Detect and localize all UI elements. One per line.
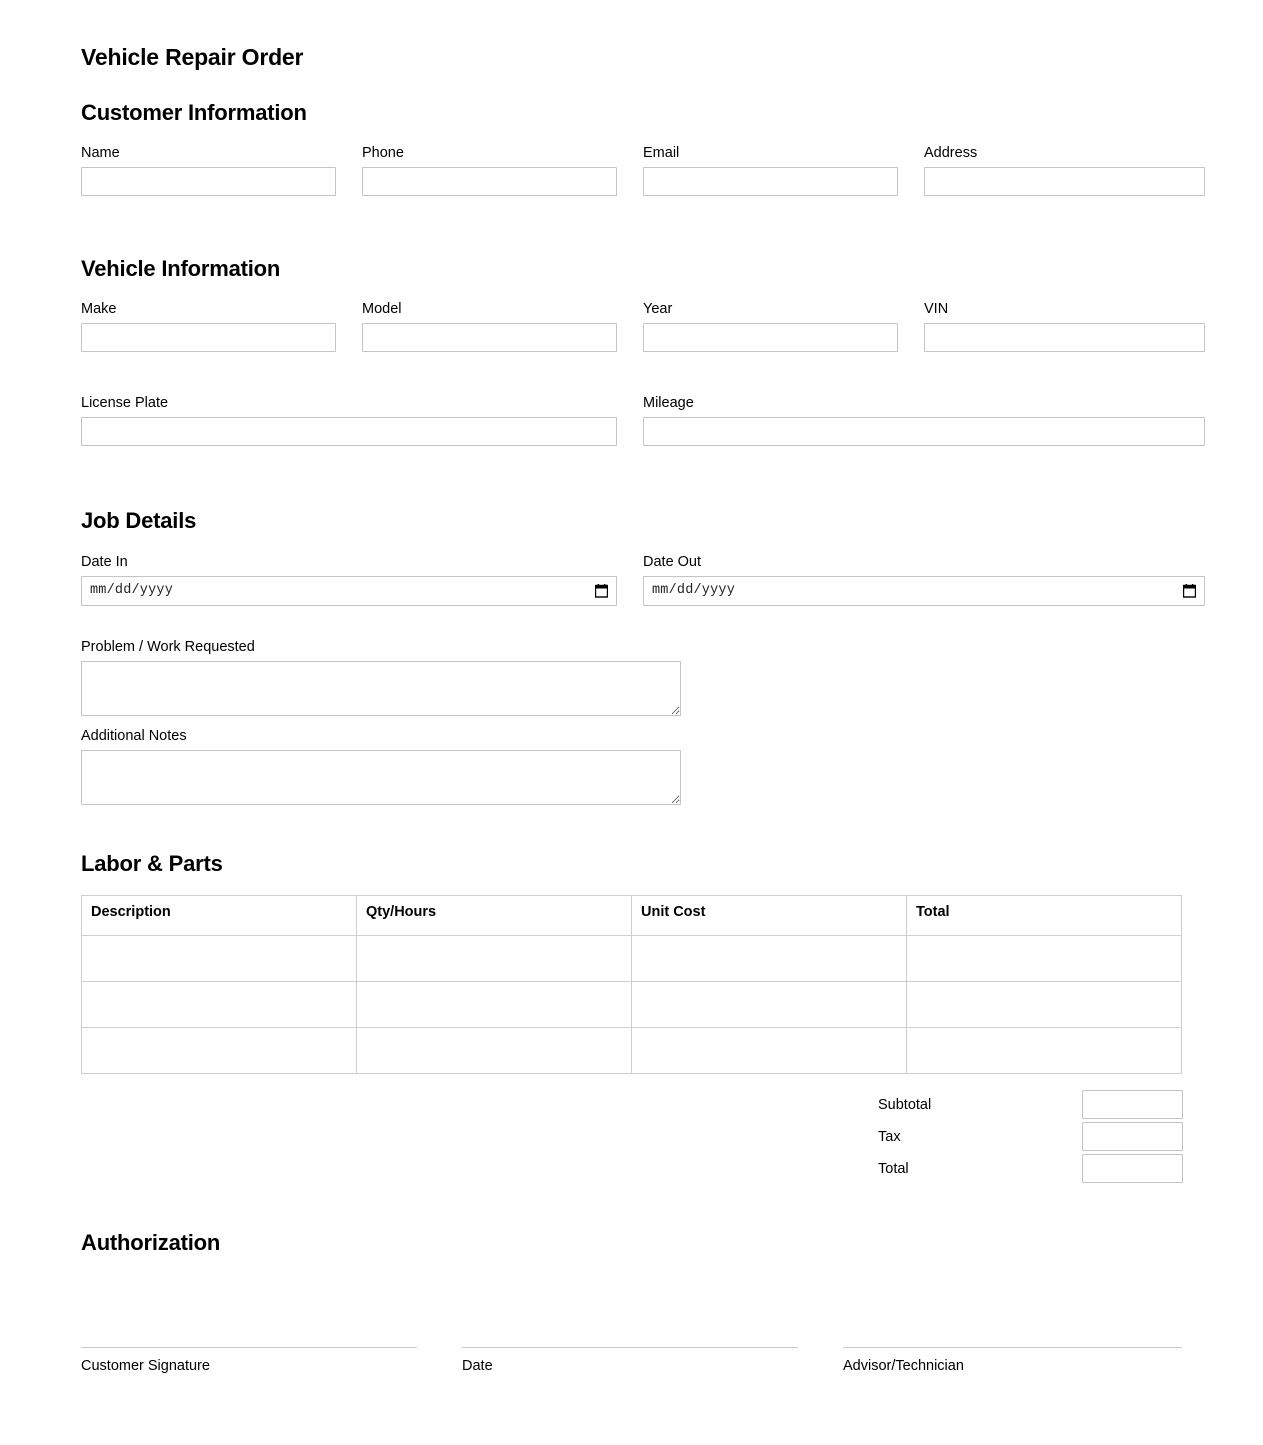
job-details-heading: Job Details xyxy=(81,508,197,534)
date-out-placeholder: mm/dd/yyyy xyxy=(652,583,736,599)
totals-label-subtotal: Subtotal xyxy=(878,1096,932,1113)
table-cell-unit-cost xyxy=(632,1028,907,1074)
table-row xyxy=(82,1028,1182,1074)
phone-input[interactable] xyxy=(362,167,617,196)
totals-section xyxy=(81,1090,1183,1186)
row-qty-hours-input[interactable] xyxy=(357,1028,631,1073)
authorization-heading: Authorization xyxy=(81,1230,221,1256)
job-details-section xyxy=(81,508,1183,804)
total-input[interactable] xyxy=(1082,1154,1183,1183)
row-qty-hours-input[interactable] xyxy=(357,936,631,981)
field-name xyxy=(81,144,362,196)
signature-label-customer: Customer Signature xyxy=(81,1357,210,1374)
signature-line-advisor[interactable] xyxy=(843,1347,1182,1348)
table-cell-description xyxy=(82,936,357,982)
table-cell-qty-hours xyxy=(357,1028,632,1074)
row-description-input[interactable] xyxy=(82,936,356,981)
date-in-placeholder: mm/dd/yyyy xyxy=(90,583,174,599)
signature-line-date[interactable] xyxy=(462,1347,798,1348)
labor-parts-table-body xyxy=(82,936,1182,1074)
table-row xyxy=(82,982,1182,1028)
field-email xyxy=(643,144,924,196)
customer-information-section xyxy=(81,100,1183,210)
table-cell-qty-hours xyxy=(357,982,632,1028)
field-phone xyxy=(362,144,643,196)
table-cell-total xyxy=(907,936,1182,982)
table-header-row xyxy=(82,896,1182,936)
bottom-spacer xyxy=(81,1375,1183,1445)
signature-line-customer[interactable] xyxy=(81,1347,417,1348)
column-header-description: Description xyxy=(82,896,357,936)
field-model xyxy=(362,300,643,352)
field-address xyxy=(924,144,1205,196)
field-label-email: Email xyxy=(643,144,680,161)
vin-input[interactable] xyxy=(924,323,1205,352)
table-row xyxy=(82,936,1182,982)
row-description-input[interactable] xyxy=(82,982,356,1027)
totals-label-tax: Tax xyxy=(878,1128,901,1145)
problem-work-requested-textarea[interactable] xyxy=(81,661,681,716)
labor-parts-table xyxy=(81,895,1182,1074)
field-label-year: Year xyxy=(643,301,673,318)
customer-fields-grid xyxy=(81,144,1183,210)
row-unit-cost-input[interactable] xyxy=(632,936,906,981)
table-cell-description xyxy=(82,1028,357,1074)
license-plate-input[interactable] xyxy=(81,417,617,446)
field-label-date-in: Date In xyxy=(81,553,128,570)
field-additional-notes xyxy=(81,727,1183,805)
column-header-total: Total xyxy=(907,896,1182,936)
table-cell-total xyxy=(907,982,1182,1028)
field-problem-work-requested xyxy=(81,638,1183,716)
signature-label-advisor: Advisor/Technician xyxy=(843,1357,964,1374)
page-title: Vehicle Repair Order xyxy=(81,44,304,70)
row-description-input[interactable] xyxy=(82,1028,356,1073)
labor-parts-heading: Labor & Parts xyxy=(81,850,223,876)
make-input[interactable] xyxy=(81,323,336,352)
field-label-date-out: Date Out xyxy=(643,553,702,570)
row-total-input[interactable] xyxy=(907,982,1181,1027)
totals-row-total xyxy=(878,1154,1183,1183)
field-label-make: Make xyxy=(81,301,117,318)
signature-block-customer xyxy=(81,1347,462,1375)
field-date-out xyxy=(643,553,1205,606)
date-out-input[interactable] xyxy=(643,576,1205,606)
tax-input[interactable] xyxy=(1082,1122,1183,1151)
row-unit-cost-input[interactable] xyxy=(632,982,906,1027)
column-header-unit-cost: Unit Cost xyxy=(632,896,907,936)
field-mileage xyxy=(643,394,1205,446)
model-input[interactable] xyxy=(362,323,617,352)
field-label-model: Model xyxy=(362,301,402,318)
customer-information-heading: Customer Information xyxy=(81,99,307,125)
table-cell-unit-cost xyxy=(632,936,907,982)
field-make xyxy=(81,300,362,352)
field-year xyxy=(643,300,924,352)
job-dates-grid xyxy=(81,553,1183,620)
field-label-address: Address xyxy=(924,144,978,161)
field-date-in xyxy=(81,553,643,606)
additional-notes-textarea[interactable] xyxy=(81,750,681,805)
signature-area xyxy=(81,1347,1183,1375)
labor-parts-section xyxy=(81,851,1183,1186)
email-input[interactable] xyxy=(643,167,898,196)
field-label-phone: Phone xyxy=(362,144,404,161)
field-label-name: Name xyxy=(81,144,120,161)
vehicle-information-section xyxy=(81,256,1183,460)
field-label-vin: VIN xyxy=(924,301,949,318)
totals-row-tax xyxy=(878,1122,1183,1151)
field-label-mileage: Mileage xyxy=(643,395,694,412)
signature-block-date xyxy=(462,1347,843,1375)
calendar-icon[interactable] xyxy=(1183,584,1196,598)
vehicle-fields-grid xyxy=(81,300,1183,460)
year-input[interactable] xyxy=(643,323,898,352)
row-qty-hours-input[interactable] xyxy=(357,982,631,1027)
table-cell-qty-hours xyxy=(357,936,632,982)
calendar-icon[interactable] xyxy=(595,584,608,598)
subtotal-input[interactable] xyxy=(1082,1090,1183,1119)
mileage-input[interactable] xyxy=(643,417,1205,446)
labor-parts-table-head xyxy=(82,896,1182,936)
totals-row-subtotal xyxy=(878,1090,1183,1119)
column-header-qty-hours: Qty/Hours xyxy=(357,896,632,936)
signature-label-date: Date xyxy=(462,1357,493,1374)
field-label-problem-work-requested: Problem / Work Requested xyxy=(81,638,255,655)
totals-label-total: Total xyxy=(878,1160,909,1177)
authorization-section xyxy=(81,1230,1183,1374)
field-label-license-plate: License Plate xyxy=(81,395,169,412)
row-total-input[interactable] xyxy=(907,1028,1181,1073)
date-in-input[interactable] xyxy=(81,576,617,606)
name-input[interactable] xyxy=(81,167,336,196)
row-total-input[interactable] xyxy=(907,936,1181,981)
table-cell-description xyxy=(82,982,357,1028)
field-vin xyxy=(924,300,1205,352)
table-cell-total xyxy=(907,1028,1182,1074)
vehicle-information-heading: Vehicle Information xyxy=(81,255,281,281)
field-label-additional-notes: Additional Notes xyxy=(81,727,187,744)
field-license-plate xyxy=(81,394,643,446)
totals-inner xyxy=(878,1090,1183,1186)
table-cell-unit-cost xyxy=(632,982,907,1028)
row-unit-cost-input[interactable] xyxy=(632,1028,906,1073)
address-input[interactable] xyxy=(924,167,1205,196)
signature-block-advisor xyxy=(843,1347,1182,1375)
